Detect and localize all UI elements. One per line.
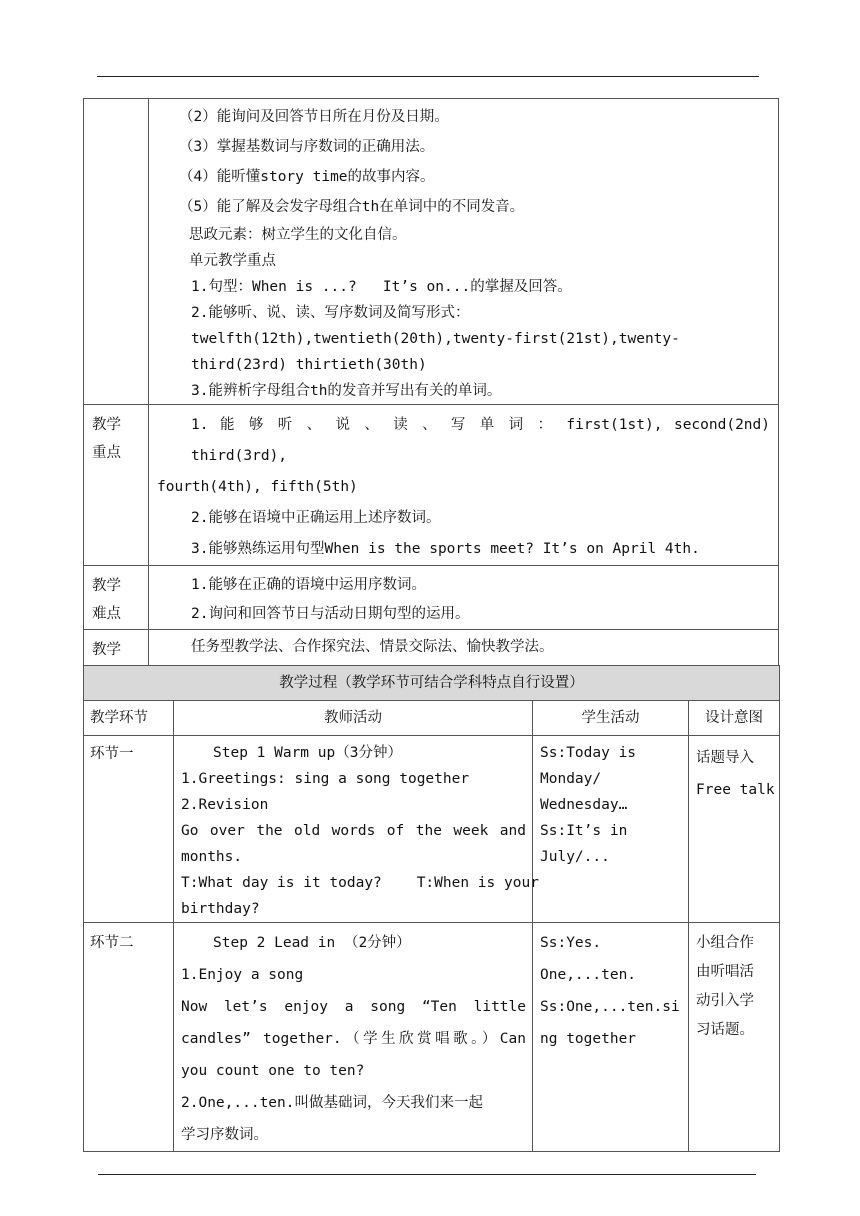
activity-line: you count one to ten? — [181, 1063, 365, 1079]
activity-line: 1.Enjoy a song — [181, 967, 304, 983]
unit-focus-item: 3.能辨析字母组合th的发音并写出有关的单词。 — [191, 383, 502, 399]
activity-line: 1.Greetings: sing a song together — [181, 771, 470, 787]
key-point-line: fourth(4th), fifth(5th) — [157, 479, 358, 495]
difficulties-cell — [149, 566, 779, 630]
difficulty-line: 1.能够在正确的语境中运用序数词。 — [191, 577, 426, 593]
student-line: Monday/ — [540, 771, 602, 787]
intent-line: 习话题。 — [696, 1022, 754, 1038]
student-line: Wednesday… — [540, 797, 628, 813]
lesson-plan-table — [83, 98, 779, 693]
objective-line: （3）掌握基数词与序数词的正确用法。 — [179, 139, 435, 155]
teacher-activity — [174, 736, 539, 923]
student-line: July/... — [540, 849, 610, 865]
key-point-line: 1. 能 够 听 、 说 、 读 、 写 单 词 ： first(1st), second(2nd) third(3rd), — [191, 417, 770, 464]
design-intent — [689, 736, 780, 923]
key-points-label: 教学 重点 — [84, 405, 149, 566]
unit-focus-item: 1.句型：When is ...? It’s on...的掌握及回答。 — [191, 279, 572, 295]
design-intent — [689, 923, 780, 1152]
difficulty-line: 2.询问和回答节日与活动日期句型的运用。 — [191, 606, 470, 622]
ideology-text: 思政元素：树立学生的文化自信。 — [189, 227, 407, 243]
footer-rule — [98, 1174, 756, 1175]
intent-line: 话题导入 — [696, 750, 754, 766]
header-intent: 设计意图 — [689, 701, 780, 736]
activity-line: Go over the old words of the week and — [181, 823, 526, 839]
student-line: Ss:It’s in — [540, 823, 628, 839]
student-activity — [533, 923, 689, 1152]
objective-line: （5）能了解及会发字母组合th在单词中的不同发音。 — [179, 199, 525, 215]
difficulties-label: 教学 难点 — [84, 566, 149, 630]
activity-line: Now let’s enjoy a song “Ten little — [181, 999, 526, 1015]
process-table — [83, 665, 780, 1152]
unit-focus-title: 单元教学重点 — [189, 253, 276, 269]
student-activity — [533, 736, 689, 923]
methods-label: 教学 — [84, 630, 149, 693]
header-student: 学生活动 — [533, 701, 689, 736]
key-points-cell — [149, 405, 779, 566]
header-rule — [97, 76, 759, 77]
activity-line: T:What day is it today? T:When is your — [181, 875, 539, 891]
stage-name: 环节二 — [84, 923, 174, 1152]
student-line: Ss:Yes. — [540, 935, 602, 951]
activity-line: 学习序数词。 — [181, 1127, 268, 1143]
step-title: Step 1 Warm up（3分钟） — [213, 745, 402, 761]
objectives-cell — [149, 99, 779, 405]
student-line: Ss:One,...ten.si — [540, 999, 680, 1015]
intent-line: Free talk — [696, 782, 775, 798]
unit-focus-item: 2.能够听、说、读、写序数词及简写形式： — [191, 305, 470, 321]
objectives-label-cell — [84, 99, 149, 405]
stage-name: 环节一 — [84, 736, 174, 923]
student-line: Ss:Today is — [540, 745, 637, 761]
process-title: 教学过程（教学环节可结合学科特点自行设置） — [84, 666, 780, 701]
activity-line: birthday? — [181, 901, 260, 917]
intent-line: 动引入学 — [696, 993, 754, 1009]
student-line: ng together — [540, 1031, 637, 1047]
activity-line: candles” together.（学生欣赏唱歌。）Can — [181, 1031, 526, 1047]
header-stage: 教学环节 — [84, 701, 174, 736]
teacher-activity — [174, 923, 533, 1152]
header-teacher: 教师活动 — [174, 701, 533, 736]
intent-line: 由听唱活 — [696, 964, 754, 980]
step-title: Step 2 Lead in （2分钟） — [213, 935, 411, 951]
key-point-line: 3.能够熟练运用句型When is the sports meet? It’s on April 4th. — [191, 541, 700, 557]
ordinal-words: twelfth(12th),twentieth(20th),twenty-first(21st),twenty-third(23rd) thirtieth(30th) — [191, 331, 680, 373]
activity-line: 2.Revision — [181, 797, 269, 813]
objective-line: （2）能询问及回答节日所在月份及日期。 — [179, 109, 449, 125]
objective-line: （4）能听懂story time的故事内容。 — [179, 169, 435, 185]
activity-line: months. — [181, 849, 243, 865]
key-point-line: 2.能够在语境中正确运用上述序数词。 — [191, 510, 441, 526]
student-line: One,...ten. — [540, 967, 637, 983]
intent-line: 小组合作 — [696, 935, 754, 951]
activity-line: 2.One,...ten.叫做基础词，今天我们来一起 — [181, 1095, 483, 1111]
methods-text: 任务型教学法、合作探究法、情景交际法、愉快教学法。 — [191, 639, 554, 655]
